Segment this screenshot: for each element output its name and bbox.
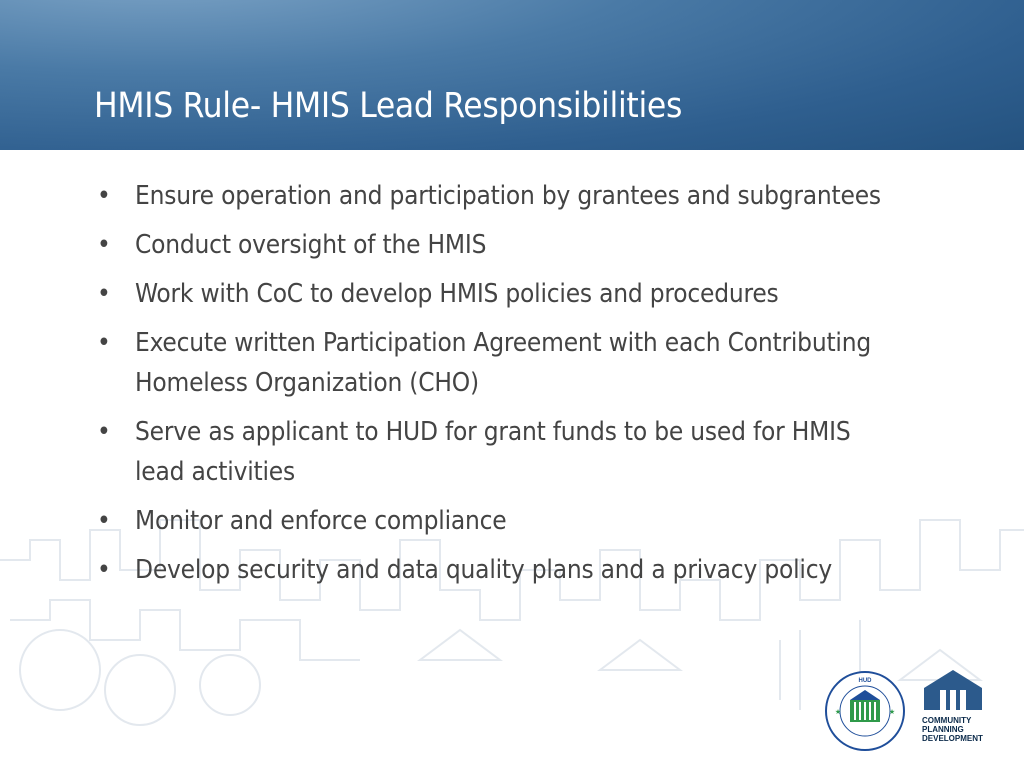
bullet-marker: • bbox=[97, 181, 111, 211]
bullet-marker: • bbox=[97, 279, 111, 309]
bullet-item bbox=[97, 501, 887, 541]
bullet-item bbox=[97, 225, 887, 265]
bullet-list bbox=[97, 176, 887, 599]
bullet-text: Ensure operation and participation by grantees and subgrantees bbox=[135, 181, 881, 211]
bullet-text: Serve as applicant to HUD for grant funds to be used for HMIS lead activities bbox=[135, 417, 851, 487]
bullet-text: Execute written Participation Agreement with each Contributing Homeless Organization (CHO) bbox=[135, 328, 872, 398]
bullet-marker: • bbox=[97, 506, 111, 536]
cpd-text-planning: PLANNING bbox=[922, 725, 964, 734]
title-banner bbox=[0, 0, 1024, 150]
bullet-item bbox=[97, 550, 887, 590]
bullet-item bbox=[97, 176, 887, 216]
bullet-marker: • bbox=[97, 555, 111, 585]
bullet-text: Monitor and enforce compliance bbox=[135, 506, 507, 536]
bullet-marker: • bbox=[97, 417, 111, 447]
svg-text:★: ★ bbox=[834, 708, 842, 716]
bullet-item bbox=[97, 274, 887, 314]
cpd-text-community: COMMUNITY bbox=[922, 716, 972, 725]
bullet-item bbox=[97, 323, 887, 403]
cpd-house-icon bbox=[922, 668, 984, 712]
bullet-text: Conduct oversight of the HMIS bbox=[135, 230, 487, 260]
svg-text:HUD: HUD bbox=[858, 678, 872, 684]
bullet-marker: • bbox=[97, 230, 111, 260]
bullet-text: Develop security and data quality plans and a privacy policy bbox=[135, 555, 832, 585]
bullet-marker: • bbox=[97, 328, 111, 358]
cpd-logo bbox=[922, 668, 988, 744]
slide-title: HMIS Rule- HMIS Lead Responsibilities bbox=[94, 86, 683, 126]
bullet-text: Work with CoC to develop HMIS policies and procedures bbox=[135, 279, 779, 309]
svg-text:★: ★ bbox=[888, 708, 896, 716]
hud-seal-logo bbox=[824, 670, 906, 752]
bullet-item bbox=[97, 412, 887, 492]
cpd-text-development: DEVELOPMENT bbox=[922, 734, 983, 743]
